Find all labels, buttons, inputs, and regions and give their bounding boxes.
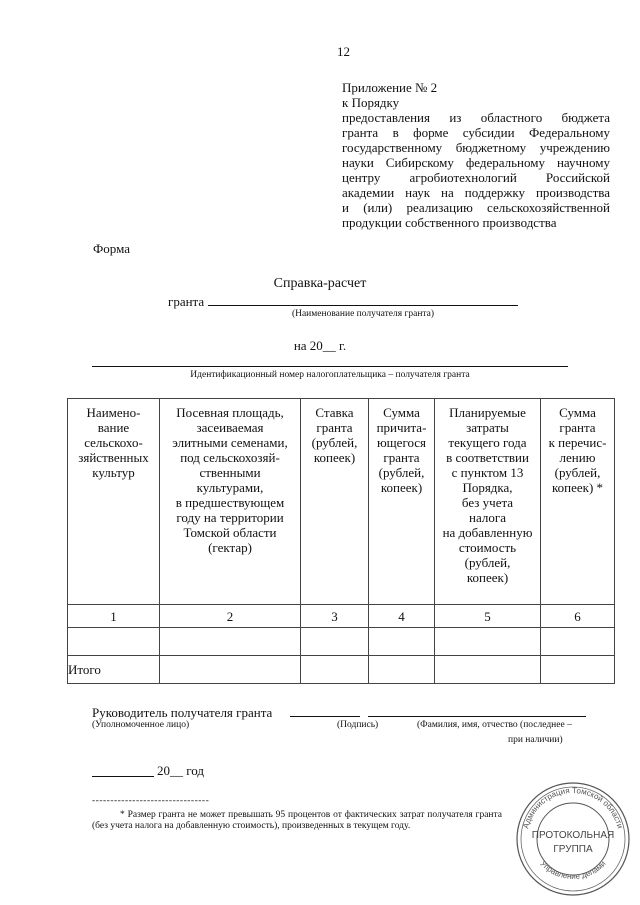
sign-hint: (Подпись)	[337, 720, 379, 730]
stamp-center-2: ГРУППА	[553, 844, 593, 855]
header-line: под сельскохозяй-	[180, 450, 280, 465]
date-line	[92, 776, 154, 777]
page-number: 12	[337, 44, 350, 59]
header-line: году на территории	[176, 510, 284, 525]
column-number: 5	[435, 605, 541, 628]
stamp-center-1: ПРОТОКОЛЬНАЯ	[531, 830, 615, 841]
stamp-ring-bottom: Управление делами	[538, 859, 608, 881]
fio-hint-2: при наличии)	[508, 735, 563, 745]
header-line: гранта	[559, 420, 596, 435]
table-cell	[301, 628, 369, 656]
header-line: Планируемые	[449, 405, 526, 420]
column-header	[541, 399, 615, 605]
column-number: 2	[160, 605, 301, 628]
fio-hint: (Фамилия, имя, отчество (последнее –	[417, 720, 572, 730]
document-title: Справка-расчет	[273, 276, 367, 291]
grant-calculation-table	[67, 398, 615, 684]
annex-line: и (или) реализацию сельскохозяйственной	[342, 200, 610, 215]
table-cell	[369, 656, 435, 684]
year-line: на 20__ г.	[293, 338, 347, 353]
header-line: ственными	[199, 465, 261, 480]
annex-line: государственному бюджетному учреждению	[342, 140, 610, 155]
header-line: Посевная площадь,	[176, 405, 284, 420]
table-cell	[435, 628, 541, 656]
header-line: Сумма	[559, 405, 596, 420]
header-line: ющегося	[376, 435, 427, 450]
header-line: вание	[97, 420, 130, 435]
header-line: Томской области	[183, 525, 277, 540]
header-line: в соответствии	[446, 450, 529, 465]
column-number: 1	[68, 605, 160, 628]
header-line: (гектар)	[208, 540, 252, 555]
annex-line: науки Сибирскому федеральному научному	[342, 155, 610, 170]
table-number-row	[68, 605, 615, 628]
inn-hint: Идентификационный номер налогоплательщика – получателя гранта	[190, 370, 470, 380]
grant-hint: (Наименование получателя гранта)	[291, 309, 435, 319]
table-cell	[160, 628, 301, 656]
official-stamp	[513, 778, 633, 900]
footnote: * Размер гранта не может превышать 95 процентов от фактических затрат получателя гранта (без учета налога на добавленную стоимость), произведенных в текущем году.	[92, 810, 502, 831]
header-line: культурами,	[196, 480, 264, 495]
table-cell	[68, 628, 160, 656]
header-line: с пунктом 13	[451, 465, 524, 480]
header-line: налога	[469, 510, 506, 525]
table-cell	[301, 656, 369, 684]
annex-line: центру агробиотехнологий Российской	[342, 170, 610, 185]
authorized-hint: (Уполномоченное лицо)	[92, 720, 190, 730]
header-line: копеек)	[380, 480, 423, 495]
annex-line: продукции собственного производства	[342, 215, 557, 230]
header-line: элитными семенами,	[172, 435, 288, 450]
header-line: затраты	[466, 420, 509, 435]
svg-text:Администрация Томской области	[521, 786, 624, 830]
header-line: культур	[92, 465, 135, 480]
header-line: Сумма	[383, 405, 420, 420]
grant-label: гранта	[168, 294, 205, 309]
header-line: стоимость	[458, 540, 517, 555]
column-header	[369, 399, 435, 605]
header-line: лению	[559, 450, 596, 465]
column-number: 6	[541, 605, 615, 628]
column-header	[301, 399, 369, 605]
table-header-row	[68, 399, 615, 605]
total-label: Итого	[68, 656, 160, 684]
grant-recipient-line	[208, 305, 518, 306]
column-header	[160, 399, 301, 605]
footnote-separator: --------------------------------	[92, 796, 210, 806]
header-line: сельскохо-	[84, 435, 143, 450]
signature-line	[290, 716, 360, 717]
header-line: (рублей,	[311, 435, 358, 450]
header-line: причита-	[376, 420, 427, 435]
table-cell	[435, 656, 541, 684]
annex-line: к Порядку	[342, 95, 400, 110]
annex-line: гранта в форме субсидии Федеральному	[342, 125, 610, 140]
column-header	[68, 399, 160, 605]
annex-line: академии наук на поддержку производства	[342, 185, 610, 200]
date-year: 20__ год	[157, 763, 204, 778]
svg-text:Управление делами	[538, 859, 607, 881]
header-line: Наимено-	[86, 405, 141, 420]
header-line: гранта	[316, 420, 353, 435]
column-number: 3	[301, 605, 369, 628]
table-cell	[541, 628, 615, 656]
table-cell	[541, 656, 615, 684]
header-line: копеек)	[313, 450, 356, 465]
header-line: засеиваемая	[196, 420, 264, 435]
header-line: Ставка	[315, 405, 354, 420]
header-line: (рублей,	[464, 555, 511, 570]
form-label: Форма	[93, 241, 130, 256]
header-line: без учета	[461, 495, 514, 510]
column-number: 4	[369, 605, 435, 628]
header-line: текущего года	[448, 435, 527, 450]
header-line: на добавленную	[442, 525, 533, 540]
header-line: Порядка,	[462, 480, 513, 495]
table-total-row	[68, 656, 615, 684]
header-line: (рублей,	[554, 465, 601, 480]
annex-block	[342, 80, 610, 230]
inn-line	[92, 366, 568, 367]
signature-label: Руководитель получателя гранта	[92, 705, 273, 720]
header-line: к перечис-	[548, 435, 607, 450]
header-line: копеек)	[466, 570, 509, 585]
header-line: в предшествующем	[175, 495, 285, 510]
header-line: зяйственных	[78, 450, 149, 465]
header-line: гранта	[383, 450, 420, 465]
column-header	[435, 399, 541, 605]
fio-line	[368, 716, 586, 717]
stamp-ring-top: Администрация Томской области	[521, 785, 625, 830]
annex-title: Приложение № 2	[342, 80, 438, 95]
table-cell	[160, 656, 301, 684]
table-row	[68, 628, 615, 656]
header-line: копеек) *	[551, 480, 604, 495]
table-cell	[369, 628, 435, 656]
annex-lines	[342, 95, 610, 230]
annex-line: предоставления из областного бюджета	[342, 110, 610, 125]
header-line: (рублей,	[378, 465, 425, 480]
